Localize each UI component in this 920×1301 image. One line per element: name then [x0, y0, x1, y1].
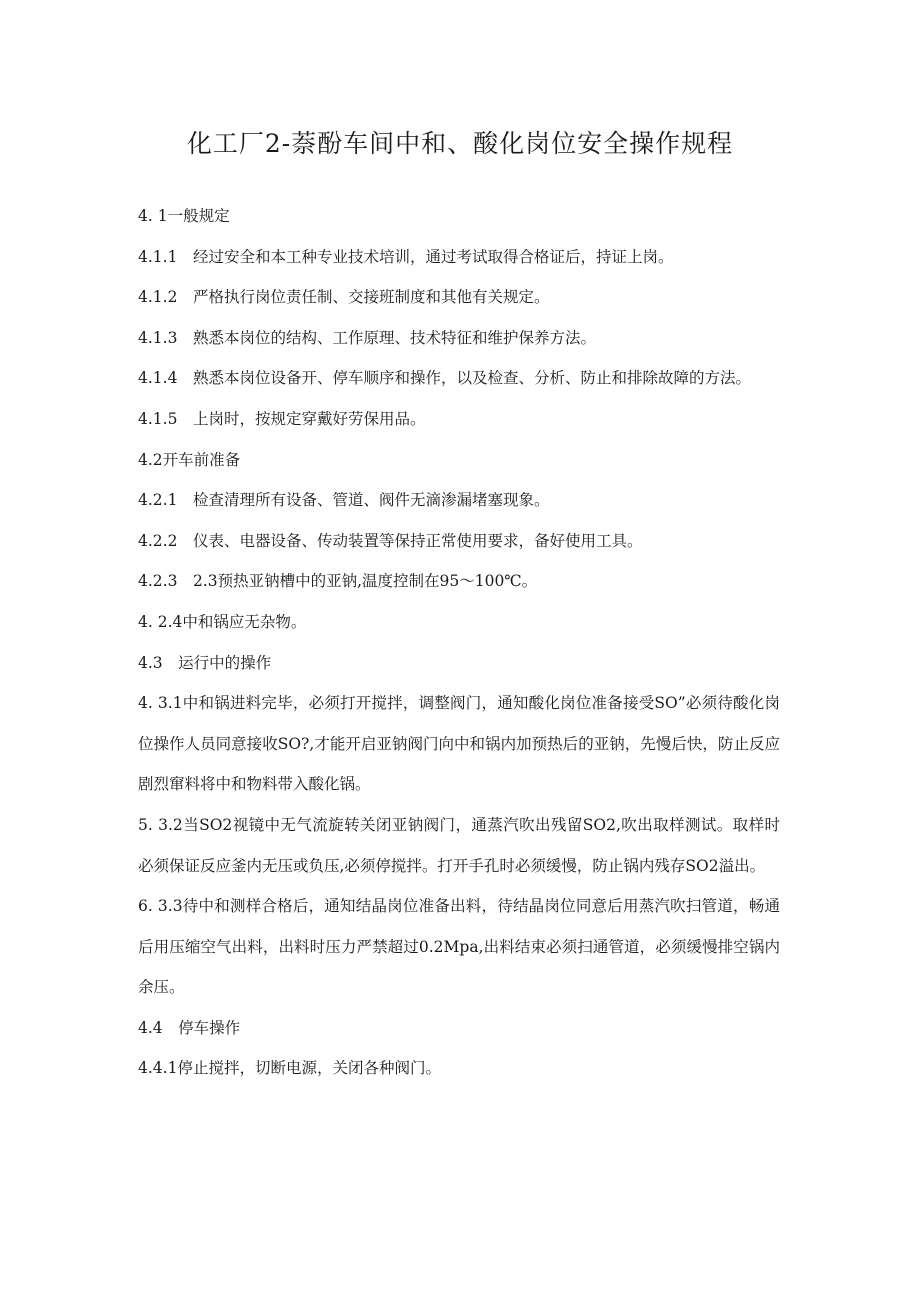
paragraph: 4.1.5 上岗时，按规定穿戴好劳保用品。 [138, 409, 426, 428]
paragraph: 4.2.1 检查清理所有设备、管道、阀件无滴渗漏堵塞现象。 [138, 491, 550, 510]
paragraph: 5. 3.2当SO2视镜中无气流旋转关闭亚钠阀门，通蒸汽吹出残留SO2,吹出取样测试。取样时必须保证反应釜内无压或负压,必须停搅拌。打开手孔时必须缓慢，防止锅内残存SO2溢出。 [138, 815, 780, 875]
paragraph: 4.1.2 严格执行岗位责任制、交接班制度和其他有关规定。 [138, 288, 550, 307]
section-heading: 4. 1一般规定 [138, 207, 230, 225]
paragraph: 4.2.3 2.3预热亚钠槽中的亚钠,温度控制在95～100℃。 [138, 572, 538, 591]
section-heading: 4.3 运行中的操作 [138, 653, 272, 672]
paragraph: 4. 2.4中和锅应无杂物。 [138, 612, 307, 631]
paragraph: 6. 3.3待中和测样合格后，通知结晶岗位准备出料，待结晶岗位同意后用蒸汽吹扫管道，畅通后用压缩空气出料，出料时压力严禁超过0.2Mpa,出料结束必须扫通管道，必须缓慢排空锅内余压。 [138, 897, 780, 997]
section-heading: 4.4 停车操作 [138, 1018, 241, 1037]
paragraph: 4.1.4 熟悉本岗位设备开、停车顺序和操作，以及检查、分析、防止和排除故障的方法。 [138, 369, 751, 388]
paragraph: 4.4.1停止搅拌，切断电源，关闭各种阀门。 [138, 1059, 441, 1078]
document-body [138, 196, 780, 1089]
paragraph: 4.1.3 熟悉本岗位的结构、工作原理、技术特征和维护保养方法。 [138, 328, 596, 347]
paragraph: 4. 3.1中和锅进料完毕，必须打开搅拌，调整阀门，通知酸化岗位准备接受SO”必须待酸化岗位操作人员同意接收SO?,才能开启亚钠阀门向中和锅内加预热后的亚钠，先慢后快，防止反应剧烈窜料将中和物料带入酸化锅。 [138, 694, 780, 794]
section-heading: 4.2开车前准备 [138, 450, 241, 469]
paragraph: 4.2.2 仪表、电器设备、传动装置等保持正常使用要求，备好使用工具。 [138, 531, 643, 550]
document-title: 化工厂2-萘酚车间中和、酸化岗位安全操作规程 [186, 129, 734, 158]
paragraph: 4.1.1 经过安全和本工种专业技术培训，通过考试取得合格证后，持证上岗。 [138, 247, 674, 266]
